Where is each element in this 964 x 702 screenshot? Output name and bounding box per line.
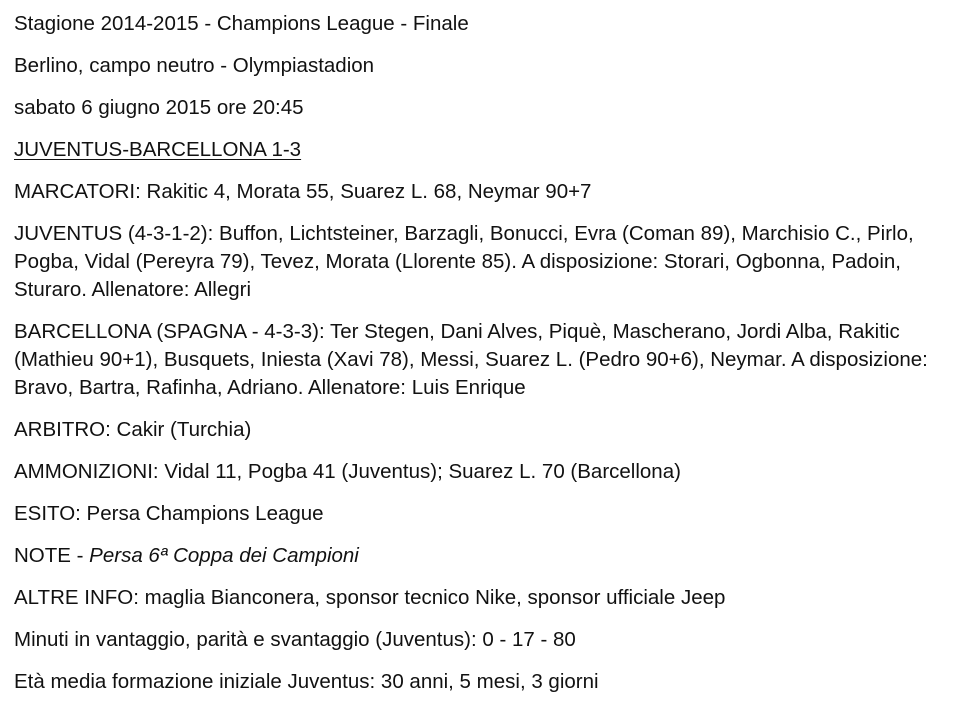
other-info-value: maglia Bianconera, sponsor tecnico Nike, sponsor ufficiale Jeep <box>138 586 726 609</box>
outcome-label: ESITO: <box>14 502 81 525</box>
juventus-coach-label: Allenatore: <box>91 278 190 301</box>
barcellona-coach-label: Allenatore: <box>308 376 407 399</box>
average-age-value: 30 anni, 5 mesi, 3 giorni <box>375 670 599 693</box>
match-title-link[interactable]: JUVENTUS-BARCELLONA 1-3 <box>14 138 302 161</box>
average-age-line <box>14 668 950 696</box>
scorers-line <box>14 178 950 206</box>
notes-value: Persa 6ª Coppa dei Campioni <box>89 544 359 567</box>
barcellona-lineup <box>14 318 950 402</box>
minutes-line <box>14 626 950 654</box>
outcome-line <box>14 500 950 528</box>
match-title-row <box>14 136 950 164</box>
barcellona-label: BARCELLONA (SPAGNA - 4-3-3): <box>14 320 325 343</box>
other-info-line <box>14 584 950 612</box>
juventus-coach: Allegri <box>189 278 252 301</box>
juventus-bench-label: A disposizione: <box>521 250 659 273</box>
juventus-lineup <box>14 220 950 304</box>
minutes-label: Minuti in vantaggio, parità e svantaggio (Juventus): <box>14 628 477 651</box>
other-info-label: ALTRE INFO: <box>14 586 139 609</box>
barcellona-players: Ter Stegen, Dani Alves, Piquè, Mascherano, Jordi Alba, Rakitic (Mathieu 90+1), Busquets, Iniesta (Xavi 78), Messi, Suarez L. (Pedro 90+6), Neymar. <box>14 320 900 371</box>
date-line: sabato 6 giugno 2015 ore 20:45 <box>14 96 304 119</box>
scorers-value: Rakitic 4, Morata 55, Suarez L. 68, Neymar 90+7 <box>140 180 592 203</box>
juventus-players: Buffon, Lichtsteiner, Barzagli, Bonucci, Evra (Coman 89), Marchisio C., Pirlo, Pogba, Vidal (Pereyra 79), Tevez, Morata (Llorente 85). <box>14 222 914 273</box>
average-age-label: Età media formazione iniziale Juventus: <box>14 670 376 693</box>
bookings-value: Vidal 11, Pogba 41 (Juventus); Suarez L. 70 (Barcellona) <box>158 460 681 483</box>
referee-label: ARBITRO: <box>14 418 111 441</box>
bookings-line <box>14 458 950 486</box>
notes-separator: - <box>70 544 90 567</box>
outcome-value: Persa Champions League <box>80 502 324 525</box>
juventus-label: JUVENTUS (4-3-1-2): <box>14 222 214 245</box>
referee-line <box>14 416 950 444</box>
referee-value: Cakir (Turchia) <box>110 418 252 441</box>
notes-label: NOTE <box>14 544 71 567</box>
bookings-label: AMMONIZIONI: <box>14 460 159 483</box>
juventus-bench: Storari, Ogbonna, Padoin, Sturaro. <box>14 250 901 301</box>
barcellona-coach: Luis Enrique <box>406 376 526 399</box>
scorers-label: MARCATORI: <box>14 180 141 203</box>
venue-line: Berlino, campo neutro - Olympiastadion <box>14 54 375 77</box>
minutes-value: 0 - 17 - 80 <box>476 628 576 651</box>
barcellona-bench: Bravo, Bartra, Rafinha, Adriano. <box>14 376 308 399</box>
barcellona-bench-label: A disposizione: <box>791 348 928 371</box>
season-line: Stagione 2014-2015 - Champions League - Finale <box>14 12 469 35</box>
notes-line <box>14 542 950 570</box>
